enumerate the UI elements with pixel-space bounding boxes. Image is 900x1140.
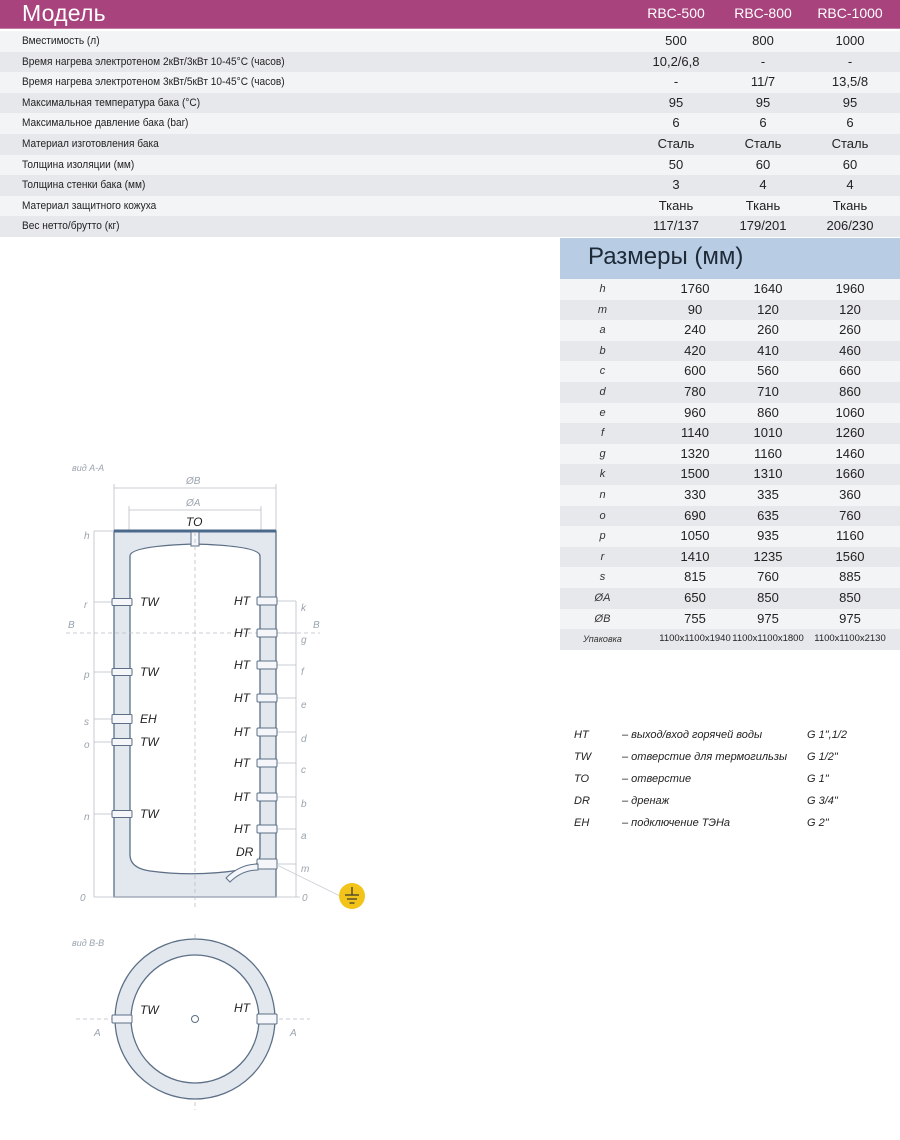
dimension-row <box>560 567 900 588</box>
zero-left: 0 <box>80 893 86 904</box>
bb-ht-port <box>257 1014 277 1024</box>
section-a-right: A <box>290 1028 297 1039</box>
spec-label: Вместимость (л) <box>22 35 100 47</box>
dimension-row <box>560 506 900 527</box>
port-fitting <box>112 599 132 606</box>
spec-value: Ткань <box>658 197 694 213</box>
port-fitting <box>257 759 277 767</box>
dimension-symbol: n <box>599 488 606 501</box>
dimension-value: 360 <box>839 486 861 502</box>
dimension-value: 420 <box>684 342 706 358</box>
legend-desc: – выход/вход горячей воды <box>622 729 763 741</box>
dimension-symbol: a <box>599 324 606 337</box>
model-col-3: RBC-1000 <box>817 5 883 21</box>
spec-value: Сталь <box>744 135 782 151</box>
spec-label: Толщина стенки бака (мм) <box>22 179 146 192</box>
dimension-value: 660 <box>839 363 861 379</box>
legend-code: HT <box>574 729 589 741</box>
port-fitting <box>257 825 277 833</box>
dimension-value: 1160 <box>836 528 864 544</box>
spec-row <box>0 113 900 134</box>
spec-row <box>0 52 900 73</box>
dimension-symbol: s <box>599 571 606 584</box>
model-col-1: RBC-500 <box>647 5 705 21</box>
spec-value: 6 <box>672 115 680 131</box>
technical-drawing <box>0 440 560 1140</box>
legend-code: TW <box>574 751 592 763</box>
section-a-left: A <box>94 1028 101 1039</box>
spec-label: Время нагрева электротеном 2кВт/3кВт 10-45°С (часов) <box>22 55 285 68</box>
dimensions-header <box>560 238 900 279</box>
dimension-row <box>560 485 900 506</box>
legend-desc: – отверстие для термогильзы <box>622 751 788 763</box>
port-label: HT <box>234 725 250 739</box>
dimension-value: 335 <box>757 486 779 502</box>
dimension-value: 960 <box>684 404 706 420</box>
port-fitting <box>257 597 277 605</box>
port-label: HT <box>234 756 250 770</box>
dimension-value: 240 <box>684 322 706 338</box>
dimension-value: 1310 <box>753 466 783 482</box>
dimension-symbol: g <box>599 447 606 460</box>
section-b-right: B <box>313 620 320 631</box>
spec-label: Максимальное давление бака (bar) <box>22 117 189 130</box>
port-fitting <box>257 661 277 669</box>
dim-mark-label: m <box>301 864 310 875</box>
dimension-value: 260 <box>839 322 861 338</box>
port-label: HT <box>234 790 250 804</box>
dimension-symbol: e <box>599 406 606 419</box>
dimension-value: 650 <box>684 589 706 605</box>
dr-label: DR <box>236 845 254 859</box>
dimension-value: 1640 <box>753 281 783 296</box>
dimension-row <box>560 320 900 341</box>
dimension-symbol: Упаковка <box>583 634 622 645</box>
dimension-value: 635 <box>757 507 779 523</box>
legend-thread: G 3/4" <box>807 795 838 807</box>
dimension-value: 975 <box>839 610 861 626</box>
legend-item <box>574 727 894 749</box>
spec-table <box>0 31 900 237</box>
spec-value: 3 <box>672 177 680 193</box>
port-label: HT <box>234 658 250 672</box>
spec-value: 117/137 <box>652 218 700 234</box>
packaging-row <box>560 629 900 650</box>
spec-value: 1000 <box>835 33 865 48</box>
dimension-value: 885 <box>839 569 861 585</box>
legend-desc: – подключение ТЭНа <box>622 817 731 829</box>
dim-mark-label: n <box>84 812 90 823</box>
dimensions-title: Размеры (мм) <box>588 243 744 270</box>
dimension-row <box>560 526 900 547</box>
spec-value: 179/201 <box>739 218 787 234</box>
dimension-row <box>560 279 900 300</box>
dimension-row <box>560 341 900 362</box>
dimension-row <box>560 588 900 609</box>
dimension-value: 600 <box>684 363 706 379</box>
port-fitting <box>112 739 132 746</box>
to-label: TO <box>186 515 203 529</box>
dimension-symbol: f <box>600 427 605 440</box>
dimension-row <box>560 609 900 630</box>
spec-value: Сталь <box>831 135 869 151</box>
dr-port-fitting <box>257 859 277 869</box>
spec-value: 60 <box>755 156 771 172</box>
spec-value: 6 <box>846 115 854 131</box>
dimension-value: 760 <box>757 569 779 585</box>
legend-thread: G 2" <box>807 817 829 829</box>
port-fitting <box>257 629 277 637</box>
spec-value: - <box>673 74 679 90</box>
dimension-row <box>560 382 900 403</box>
dimension-row <box>560 300 900 321</box>
dimension-value: 850 <box>757 589 779 605</box>
zero-right: 0 <box>302 893 308 904</box>
port-fitting <box>112 811 132 818</box>
dimension-value: 1140 <box>681 425 709 441</box>
spec-value: 50 <box>668 156 684 172</box>
legend-item <box>574 793 894 815</box>
dimension-symbol: ØB <box>594 612 611 625</box>
legend-desc: – отверстие <box>622 773 692 785</box>
spec-label: Материал изготовления бака <box>22 137 159 150</box>
right-ports <box>234 594 309 875</box>
dimension-value: 560 <box>757 363 779 379</box>
tank-drawing-svg <box>0 440 560 1140</box>
dimension-value: 755 <box>684 610 706 626</box>
dimension-row <box>560 464 900 485</box>
port-label: HT <box>234 594 250 608</box>
bb-center-port <box>192 1016 199 1023</box>
dimension-value: 1100x1100x1940 <box>659 633 731 645</box>
spec-value: Сталь <box>657 135 695 151</box>
dimension-value: 1460 <box>835 445 865 461</box>
spec-value: 95 <box>842 94 858 110</box>
port-label: TW <box>140 735 159 749</box>
diameter-b-label: ØB <box>186 476 201 487</box>
dimension-value: 1960 <box>835 281 865 296</box>
dimension-value: 1410 <box>680 548 710 564</box>
spec-value: 800 <box>752 33 774 48</box>
dim-mark-label: f <box>301 667 304 678</box>
dim-mark-label: g <box>301 635 307 646</box>
dim-mark-label: c <box>301 765 306 776</box>
dimension-row <box>560 361 900 382</box>
spec-value: 206/230 <box>826 218 874 234</box>
dimension-symbol: o <box>599 509 606 522</box>
dimension-symbol: b <box>599 344 606 357</box>
dimension-value: 90 <box>687 301 703 317</box>
bb-tw-port <box>112 1015 132 1023</box>
spec-value: 4 <box>759 177 767 193</box>
spec-value: 95 <box>755 94 771 110</box>
spec-value: 11/7 <box>750 74 776 90</box>
port-fitting <box>257 793 277 801</box>
legend-thread: G 1" <box>807 773 829 785</box>
spec-row <box>0 196 900 217</box>
dimension-value: 1560 <box>835 548 865 564</box>
port-label: TW <box>140 665 159 679</box>
dimension-value: 1050 <box>680 528 710 544</box>
dimension-value: 780 <box>684 383 706 399</box>
spec-label: Материал защитного кожуха <box>22 199 157 212</box>
dimension-value: 260 <box>757 322 779 338</box>
dimension-value: 120 <box>757 301 779 317</box>
spec-value: 6 <box>759 115 767 131</box>
dimension-value: 1100x1100x2130 <box>814 633 886 645</box>
port-label: EH <box>140 712 157 726</box>
dimension-symbol: m <box>597 303 608 316</box>
dim-mark-label: p <box>84 670 90 681</box>
port-fitting <box>257 728 277 736</box>
dim-mark-label: a <box>301 831 307 842</box>
dimension-value: 1500 <box>680 466 710 482</box>
dimension-value: 1260 <box>835 425 865 441</box>
dimension-value: 935 <box>757 528 779 544</box>
legend-code: TO <box>574 773 590 785</box>
dimension-symbol: r <box>600 550 605 563</box>
dim-mark-label: h <box>84 531 90 542</box>
dimension-value: 1235 <box>753 548 783 564</box>
dimension-symbol: h <box>599 283 606 295</box>
spec-row <box>0 134 900 155</box>
dim-mark-label: o <box>84 740 90 751</box>
dimension-symbol: k <box>599 468 606 481</box>
dimension-symbol: p <box>599 530 606 543</box>
spec-value: 13,5/8 <box>831 74 869 90</box>
dimension-value: 1760 <box>680 281 710 296</box>
dimension-value: 330 <box>684 486 706 502</box>
dimensions-table <box>560 279 900 650</box>
port-fitting <box>112 669 132 676</box>
model-col-2: RBC-800 <box>734 5 792 21</box>
dimension-value: 975 <box>757 610 779 626</box>
legend-thread: G 1",1/2 <box>807 729 847 741</box>
dimension-value: 860 <box>839 383 861 399</box>
dimension-row <box>560 423 900 444</box>
dim-mark-label: b <box>301 799 307 810</box>
dimension-value: 710 <box>757 383 779 399</box>
dimension-value: 1060 <box>835 404 865 420</box>
dimension-value: 1660 <box>835 466 865 482</box>
spec-value: Ткань <box>832 197 868 213</box>
spec-label: Максимальная температура бака (°С) <box>22 96 201 109</box>
ground-icon <box>339 883 365 909</box>
port-label: HT <box>234 691 250 705</box>
dimension-value: 1100x1100x1800 <box>732 633 804 645</box>
spec-value: Ткань <box>745 197 781 213</box>
dimension-value: 410 <box>757 342 779 358</box>
dimension-value: 1010 <box>753 425 783 441</box>
dimension-symbol: c <box>599 365 606 378</box>
legend-code: DR <box>574 795 590 807</box>
legend-item <box>574 771 894 793</box>
spec-value: 95 <box>668 94 684 110</box>
section-b-left: B <box>68 620 75 631</box>
spec-label: Толщина изоляции (мм) <box>22 158 135 171</box>
dimension-row <box>560 444 900 465</box>
view-aa-label: вид А-А <box>72 463 105 473</box>
legend-item <box>574 749 894 771</box>
dimension-symbol: d <box>599 385 606 398</box>
bb-tw-label: TW <box>140 1003 159 1017</box>
spec-row <box>0 31 900 52</box>
spec-value: 60 <box>842 156 858 172</box>
port-label: HT <box>234 626 250 640</box>
legend-item <box>574 815 894 837</box>
legend-code: EH <box>574 817 590 829</box>
spec-row <box>0 155 900 176</box>
dimension-value: 120 <box>839 301 861 317</box>
dimension-value: 1160 <box>754 445 782 461</box>
spec-value: - <box>847 53 853 69</box>
dim-mark-label: r <box>84 600 88 611</box>
dim-mark-label: s <box>84 717 89 728</box>
spec-label: Вес нетто/брутто (кг) <box>22 220 120 233</box>
port-label: TW <box>140 595 159 609</box>
view-bb-label: вид В-В <box>72 938 105 948</box>
port-fitting <box>257 694 277 702</box>
dimension-value: 850 <box>839 589 861 605</box>
port-fitting <box>112 715 132 724</box>
dim-mark-label: d <box>301 734 307 745</box>
spec-value: - <box>760 53 766 69</box>
spec-row <box>0 175 900 196</box>
dimension-symbol: ØA <box>594 591 611 604</box>
legend-thread: G 1/2" <box>807 751 838 763</box>
bb-ht-label: HT <box>234 1001 250 1015</box>
diameter-a-label: ØA <box>186 498 201 509</box>
dimension-value: 1320 <box>680 445 710 461</box>
dimension-value: 460 <box>839 342 861 358</box>
spec-row <box>0 216 900 237</box>
dimension-row <box>560 403 900 424</box>
connection-legend <box>574 727 894 837</box>
port-label: TW <box>140 807 159 821</box>
spec-label: Время нагрева электротеном 3кВт/5кВт 10-45°С (часов) <box>22 76 285 89</box>
dimension-row <box>560 547 900 568</box>
dimension-value: 815 <box>684 569 706 585</box>
port-label: HT <box>234 822 250 836</box>
dimension-value: 760 <box>839 507 861 523</box>
spec-row <box>0 93 900 114</box>
dim-mark-label: e <box>301 700 307 711</box>
spec-row <box>0 72 900 93</box>
dimension-value: 690 <box>684 507 706 523</box>
dim-mark-label: k <box>301 603 306 614</box>
spec-value: 500 <box>665 33 687 48</box>
dimensions-panel <box>560 238 900 650</box>
model-header <box>0 0 900 29</box>
spec-value: 4 <box>846 177 854 193</box>
legend-desc: – дренаж <box>622 795 670 807</box>
model-title: Модель <box>22 0 106 26</box>
dimension-value: 860 <box>757 404 779 420</box>
spec-value: 10,2/6,8 <box>652 53 700 69</box>
